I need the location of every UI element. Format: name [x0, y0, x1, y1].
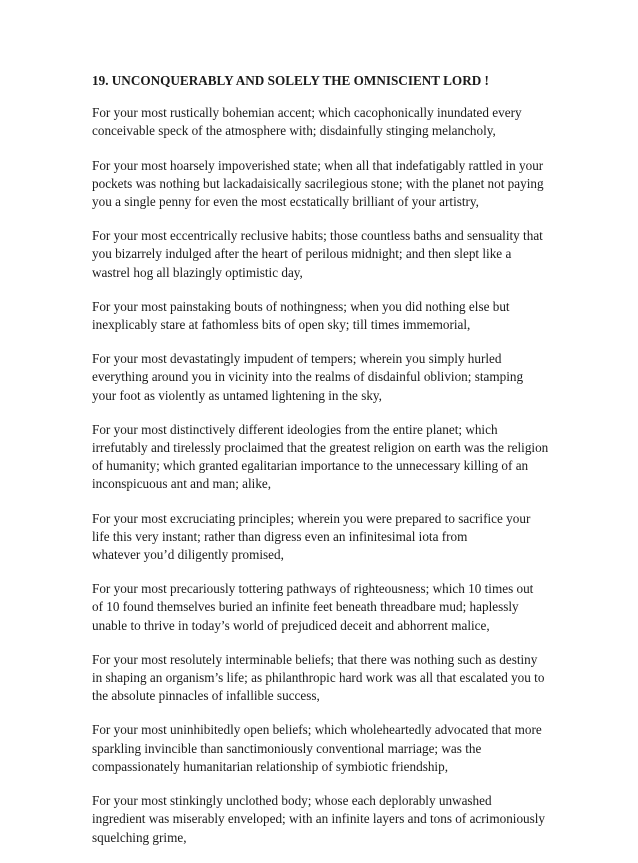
stanza-line: For your most precariously tottering pathways of righteousness; which 10 times out — [92, 581, 534, 597]
stanza-line: of 10 found themselves buried an infinite feet beneath threadbare mud; haplessly — [92, 599, 519, 615]
stanza-line: you bizarrely indulged after the heart of perilous midnight; and then slept like a — [92, 246, 512, 262]
document-page — [92, 72, 552, 863]
stanza-line: For your most eccentrically reclusive habits; those countless baths and sensuality that — [92, 228, 543, 244]
stanza-line: For your most excruciating principles; wherein you were prepared to sacrifice your — [92, 510, 531, 526]
stanza — [92, 580, 552, 635]
stanza-line: For your most resolutely interminable beliefs; that there was nothing such as destiny — [92, 651, 538, 667]
stanza-line: For your most stinkingly unclothed body; whose each deplorably unwashed — [92, 793, 492, 809]
stanza — [92, 510, 552, 565]
stanza-line: conceivable speck of the atmosphere with; disdainfully stinging melancholy, — [92, 123, 496, 139]
stanza-line: compassionately humanitarian relationship of symbiotic friendship, — [92, 758, 448, 774]
stanza-line: life this very instant; rather than digress even an infinitesimal iota from — [92, 528, 468, 544]
stanza — [92, 721, 552, 776]
stanza — [92, 298, 552, 334]
stanza-line: in shaping an organism’s life; as philanthropic hard work was all that escalated you to — [92, 670, 545, 686]
poem-title: 19. UNCONQUERABLY AND SOLELY THE OMNISCIENT LORD ! — [92, 73, 489, 88]
stanza-line: the absolute pinnacles of infallible success, — [92, 688, 320, 704]
stanza — [92, 350, 552, 405]
stanza-line: squelching grime, — [92, 829, 187, 845]
stanza-line: your foot as violently as untamed lightening in the sky, — [92, 387, 382, 403]
stanza-line: For your most painstaking bouts of nothingness; when you did nothing else but — [92, 298, 510, 314]
stanza-line: For your most devastatingly impudent of tempers; wherein you simply hurled — [92, 351, 502, 367]
stanza-line: inexplicably stare at fathomless bits of open sky; till times immemorial, — [92, 317, 471, 333]
stanza — [92, 104, 552, 140]
stanza-line: inconspicuous ant and man; alike, — [92, 476, 272, 492]
stanza-line: For your most hoarsely impoverished state; when all that indefatigably rattled in your — [92, 157, 544, 173]
stanza — [92, 651, 552, 706]
stanza-line: wastrel hog all blazingly optimistic day, — [92, 264, 303, 280]
stanza-line: of humanity; which granted egalitarian importance to the unnecessary killing of an — [92, 458, 529, 474]
stanza-line: whatever you’d diligently promised, — [92, 547, 284, 563]
stanza-line: you a single penny for even the most ecstatically brilliant of your artistry, — [92, 194, 479, 210]
stanza-line: unable to thrive in today’s world of prejudiced deceit and abhorrent malice, — [92, 617, 490, 633]
stanza-line: ingredient was miserably enveloped; with an infinite layers and tons of acrimoniously — [92, 811, 546, 827]
stanza-line: sparkling invincible than sanctimoniously conventional marriage; was the — [92, 740, 482, 756]
stanza — [92, 792, 552, 847]
stanza-line: For your most distinctively different ideologies from the entire planet; which — [92, 421, 498, 437]
stanza-line: For your most uninhibitedly open beliefs; which wholeheartedly advocated that more — [92, 722, 542, 738]
stanza-line: pockets was nothing but lackadaisically sacrilegious stone; with the planet not paying — [92, 175, 544, 191]
stanza-line: For your most rustically bohemian accent; which cacophonically inundated every — [92, 105, 522, 121]
stanza-line: everything around you in vicinity into the realms of disdainful oblivion; stamping — [92, 369, 524, 385]
stanza — [92, 421, 552, 494]
poem-body — [92, 104, 552, 847]
stanza — [92, 157, 552, 212]
stanza — [92, 227, 552, 282]
stanza-line: irrefutably and tirelessly proclaimed that the greatest religion on earth was the religion — [92, 440, 549, 456]
